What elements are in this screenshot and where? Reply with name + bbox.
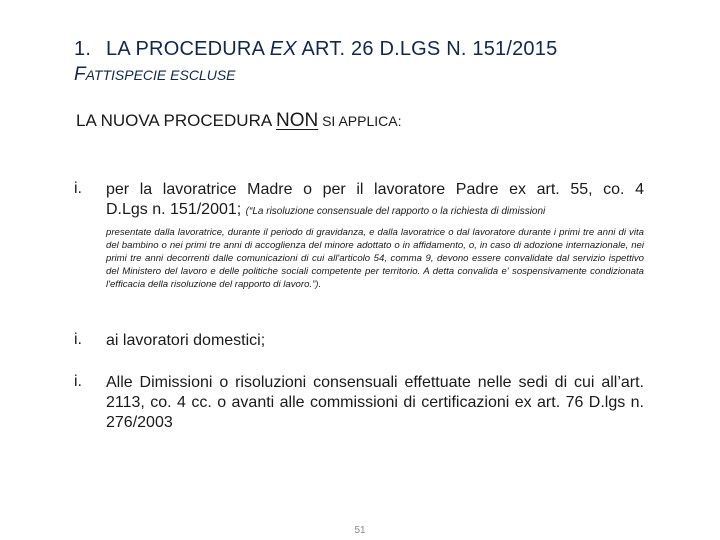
note-start: (“La risoluzione consensuale del rapporto o la richiesta di dimissioni <box>245 206 546 217</box>
intro-heading <box>76 110 401 132</box>
item-line-2-text: D.Lgs n. 151/2001; <box>106 201 242 218</box>
item-line-2 <box>106 200 644 222</box>
legal-note: presentate dalla lavoratrice, durante il periodo di gravidanza, e dalla lavoratrice o dal lavoratore durante i primi tre anni di vita del bambino o nei primi tre anni di accoglienza del minore adottato o in affidamento, o, in caso di adozione internazionale, nei primi tre anni decorrenti dalle comunicazioni di cui all'articolo 54, comma 9, devono essere convalidate dal servizio ispettivo del Ministero del lavoro e delle politiche sociali competente per territorio. A detta convalida e' sospensivamente condizionata l'efficacia della risoluzione del rapporto di lavoro.”). <box>106 227 644 290</box>
title-number: 1. <box>74 38 92 60</box>
list-marker: i. <box>74 180 82 197</box>
intro-non: NON <box>275 110 319 131</box>
list-item-body <box>106 180 644 291</box>
title-text-post: ART. 26 D.LGS N. 151/2015 <box>296 38 558 60</box>
list-item-body: ai lavoratori domestici; <box>106 332 266 349</box>
subtitle-initial: F <box>74 64 86 85</box>
list-marker: i. <box>74 331 82 348</box>
intro-post: SI APPLICA: <box>318 113 402 129</box>
title-text-pre: LA PROCEDURA <box>106 38 270 60</box>
list-item-body: Alle Dimissioni o risoluzioni consensuali effettuate nelle sedi di cui all’art. 2113, co. 4 cc. o avanti alle commissioni di certificazioni ex art. 76 D.lgs n. 276/2003 <box>106 374 644 431</box>
subtitle-rest: ATTISPECIE ESCLUSE <box>85 67 236 83</box>
list-marker: i. <box>74 373 82 390</box>
page-number: 51 <box>354 525 366 536</box>
slide-title <box>74 38 557 61</box>
item-line-1: per la lavoratrice Madre o per il lavoratore Padre ex art. 55, co. 4 <box>106 181 644 198</box>
slide-subtitle <box>74 64 236 86</box>
intro-pre: LA NUOVA PROCEDURA <box>76 111 276 130</box>
title-text-ex: EX <box>269 38 297 60</box>
